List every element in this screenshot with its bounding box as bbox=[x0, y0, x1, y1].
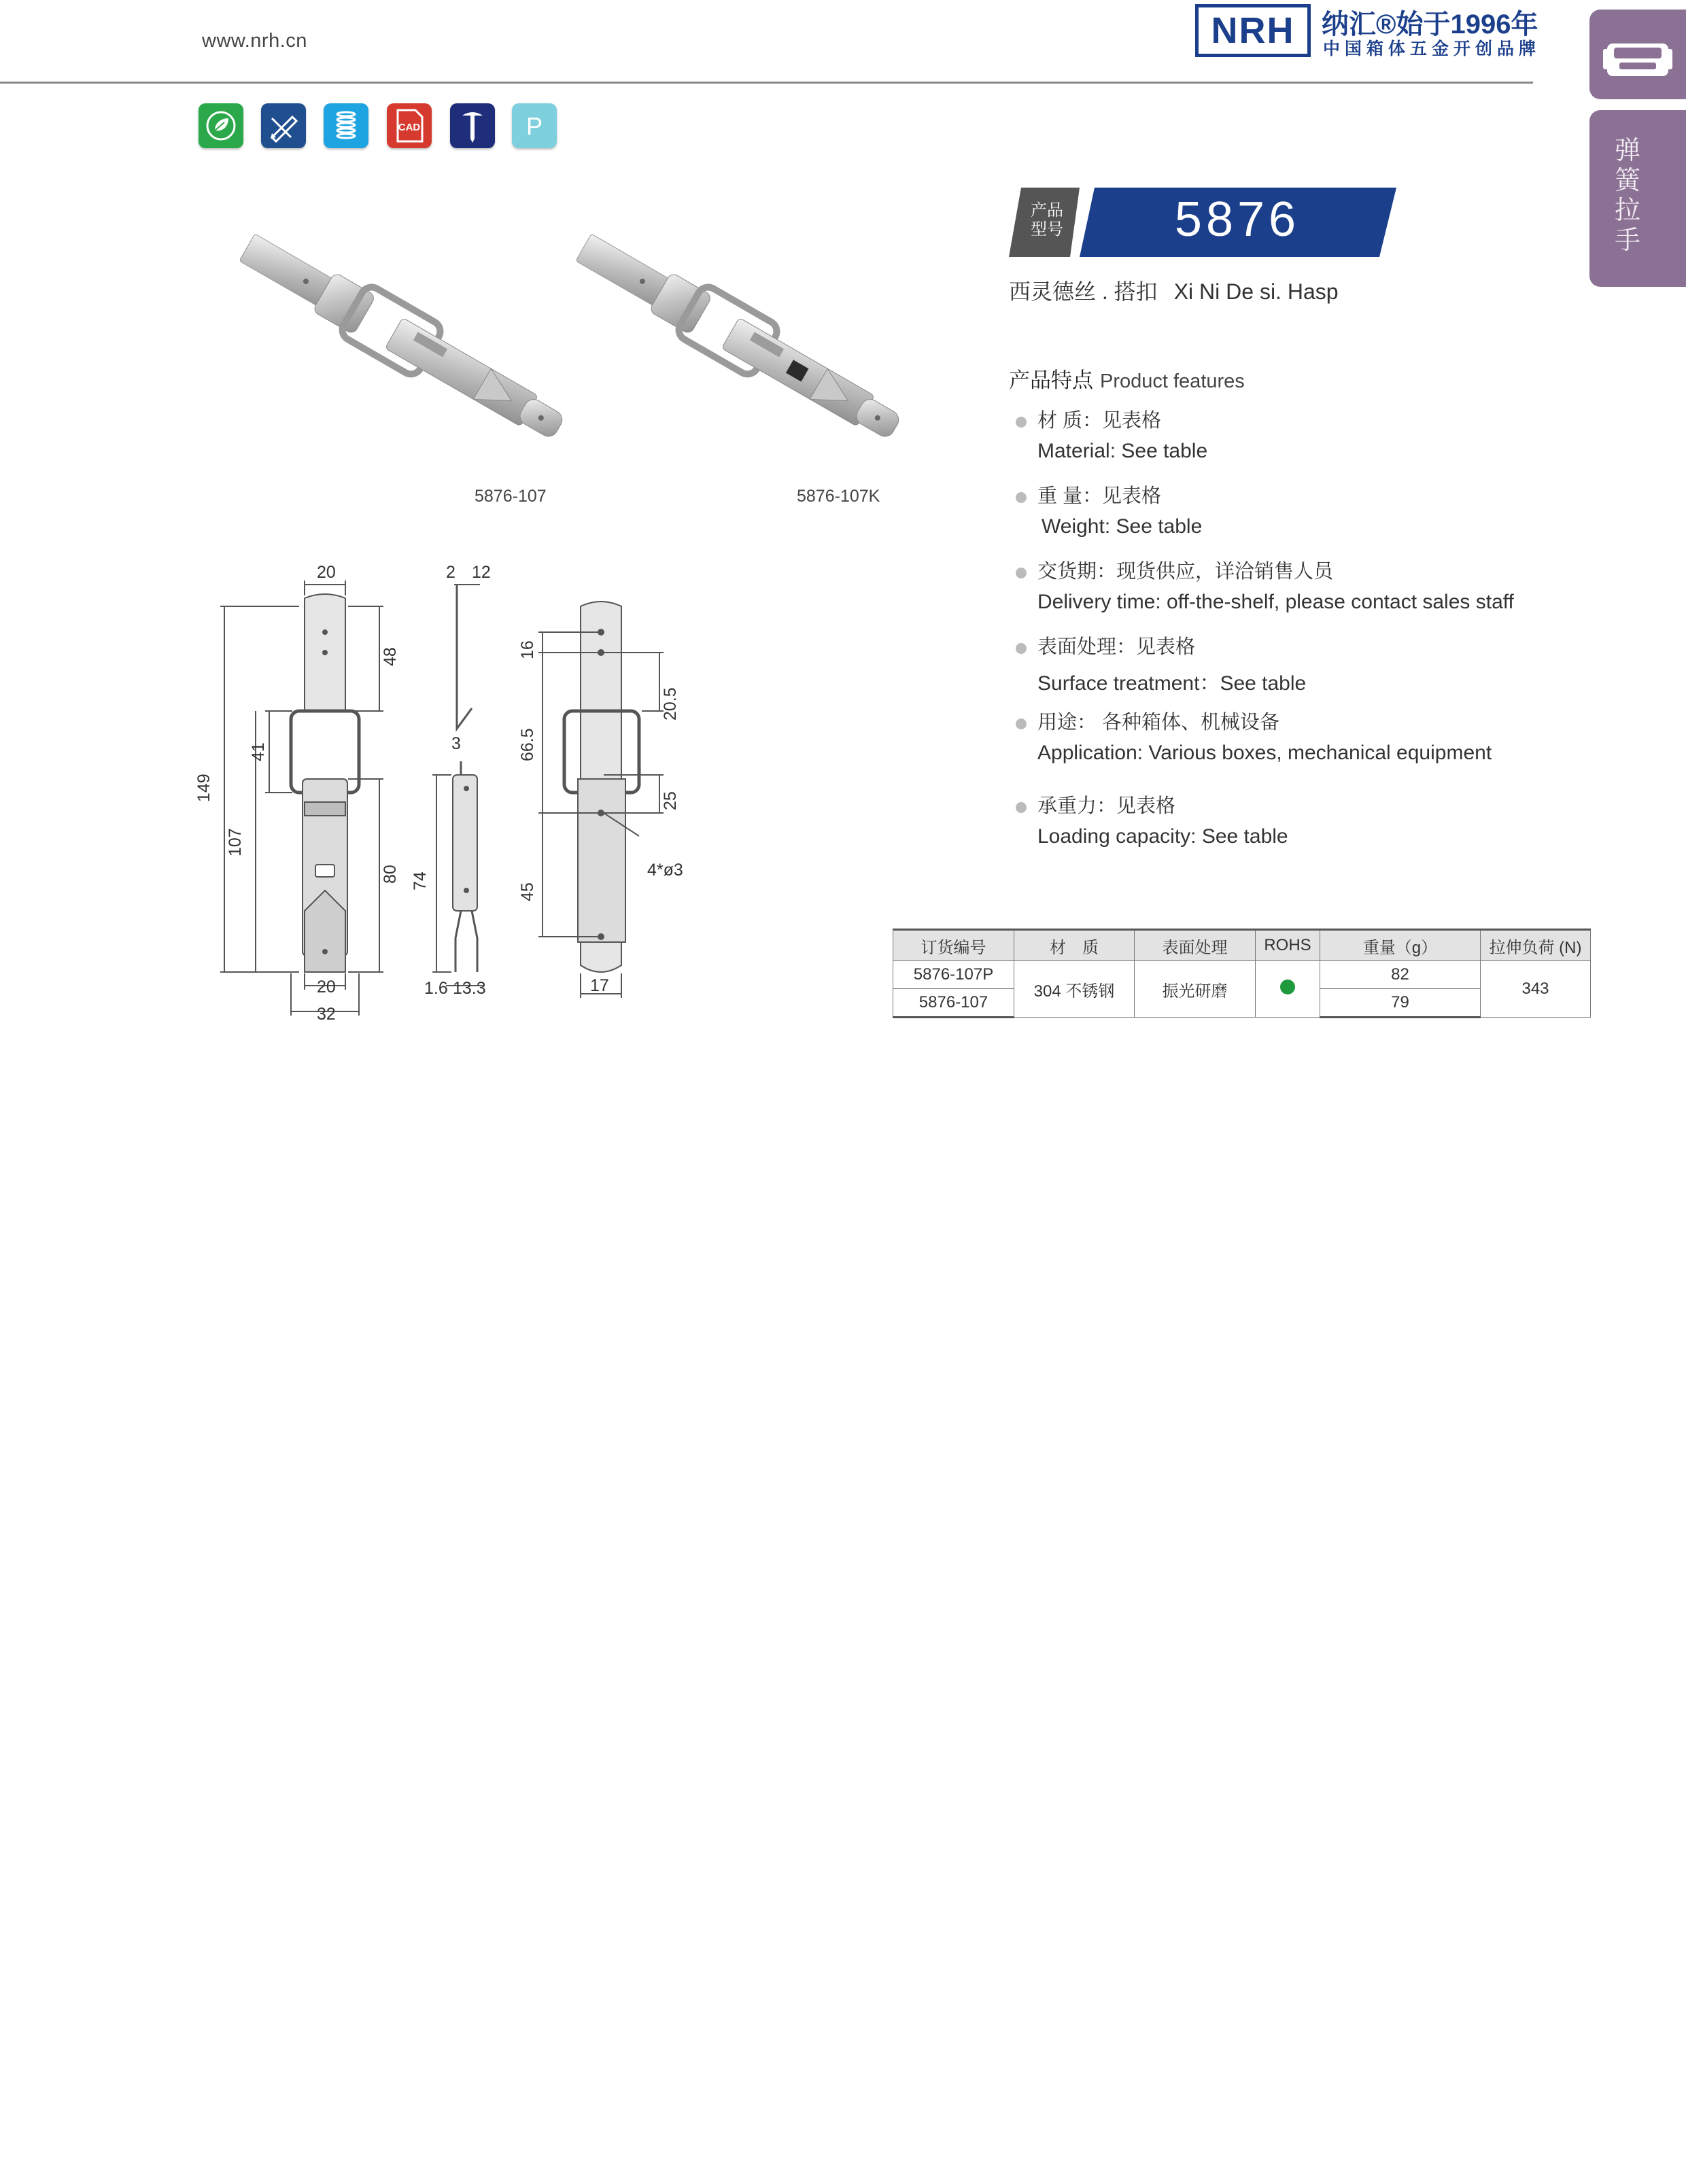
bullet-icon bbox=[1016, 718, 1027, 729]
brand-tagline: 纳汇®始于1996年 bbox=[1322, 10, 1538, 39]
features-title bbox=[1009, 363, 1245, 394]
rohs-cell bbox=[1256, 961, 1320, 1018]
feature-en: Delivery time: off-the-shelf, please contact sales staff bbox=[1037, 591, 1514, 613]
rohs-compliant-icon bbox=[1280, 980, 1295, 994]
svg-text:CAD: CAD bbox=[398, 122, 421, 133]
feature-en: Loading capacity: See table bbox=[1037, 825, 1288, 848]
dim-label: 48 bbox=[381, 647, 400, 666]
dim-label: 2 bbox=[446, 563, 455, 582]
feature-en: Surface treatment：See table bbox=[1037, 672, 1307, 695]
dim-label: 149 bbox=[194, 774, 213, 802]
header-divider bbox=[0, 82, 1533, 84]
p-icon bbox=[512, 103, 557, 148]
weight-cell: 82 bbox=[1320, 961, 1481, 989]
dim-label: 20 bbox=[317, 563, 336, 582]
feature-zh: 材 质：见表格 bbox=[1037, 410, 1162, 432]
dim-label: 17 bbox=[590, 976, 609, 995]
dim-label: 32 bbox=[317, 1005, 336, 1024]
features-title-zh: 产品特点 bbox=[1009, 368, 1093, 392]
dim-label: 41 bbox=[249, 742, 268, 761]
dim-label: 13.3 bbox=[453, 979, 486, 998]
spec-table bbox=[893, 929, 1591, 1018]
dim-label: 3 bbox=[451, 734, 461, 753]
feature-item bbox=[1016, 707, 1492, 765]
bullet-icon bbox=[1016, 643, 1027, 654]
feature-item bbox=[1016, 556, 1514, 614]
feature-en: Application: Various boxes, mechanical equipment bbox=[1037, 742, 1492, 764]
feature-zh: 重 量：见表格 bbox=[1037, 485, 1162, 507]
feature-item bbox=[1016, 481, 1202, 538]
feature-zh: 用途： 各种箱体、机械设备 bbox=[1037, 712, 1280, 733]
col-header: 材 质 bbox=[1014, 930, 1135, 961]
brand-subtagline: 中国箱体五金开创品牌 bbox=[1323, 39, 1541, 58]
table-header-row bbox=[893, 930, 1591, 961]
product-name-en: Xi Ni De si. Hasp bbox=[1173, 279, 1339, 304]
dim-label: 45 bbox=[518, 882, 537, 901]
dim-label: 80 bbox=[381, 865, 400, 884]
feature-en: Weight: See table bbox=[1042, 515, 1203, 538]
feature-zh: 交货期：现货供应，详洽销售人员 bbox=[1037, 561, 1334, 583]
dim-label: 107 bbox=[226, 828, 245, 856]
col-header: 拉伸负荷 (N) bbox=[1481, 930, 1591, 961]
bullet-icon bbox=[1016, 492, 1027, 503]
technical-drawings bbox=[194, 557, 727, 1033]
photo-caption-1: 5876-107 bbox=[475, 487, 547, 506]
dim-label: 20 bbox=[317, 977, 336, 996]
side-tab-label: 弹簧拉手 bbox=[1614, 137, 1640, 255]
weight-cell: 79 bbox=[1320, 989, 1481, 1018]
product-name-zh: 西灵德丝 . 搭扣 bbox=[1009, 279, 1158, 304]
site-url[interactable]: www.nrh.cn bbox=[202, 30, 307, 52]
order-code: 5876-107P bbox=[893, 961, 1014, 989]
cad-icon bbox=[387, 103, 432, 148]
feature-zh: 承重力：见表格 bbox=[1037, 795, 1176, 817]
model-number: 5876 bbox=[1174, 192, 1301, 247]
bullet-icon bbox=[1016, 802, 1027, 813]
col-header: 重量（g） bbox=[1320, 930, 1481, 961]
latch-icon bbox=[1589, 10, 1686, 99]
dim-label: 20.5 bbox=[661, 687, 680, 721]
bullet-icon bbox=[1016, 417, 1027, 428]
eco-leaf-icon bbox=[199, 103, 243, 148]
photo-caption-2: 5876-107K bbox=[797, 487, 880, 506]
rivet-icon bbox=[450, 103, 495, 148]
dim-label: 25 bbox=[661, 791, 680, 810]
dim-label: 1.6 bbox=[424, 979, 448, 998]
model-badge-label: 产品型号 bbox=[1031, 201, 1063, 239]
load-cell: 343 bbox=[1481, 961, 1591, 1018]
dim-label: 4*ø3 bbox=[647, 861, 683, 880]
bullet-icon bbox=[1016, 568, 1027, 578]
feature-en: Material: See table bbox=[1037, 440, 1208, 462]
dim-label: 16 bbox=[518, 640, 537, 659]
feature-zh: 表面处理：见表格 bbox=[1037, 636, 1196, 658]
material-cell: 304 不锈钢 bbox=[1014, 961, 1135, 1018]
spring-icon bbox=[324, 103, 368, 148]
dim-label: 12 bbox=[472, 563, 491, 582]
side-tab-category[interactable] bbox=[1589, 10, 1686, 99]
product-name bbox=[1009, 275, 1339, 306]
col-header: ROHS bbox=[1256, 930, 1320, 961]
product-photo-5876-107 bbox=[207, 204, 588, 476]
svg-text:P: P bbox=[526, 112, 543, 140]
surface-cell: 振光研磨 bbox=[1135, 961, 1256, 1018]
feature-item bbox=[1016, 791, 1288, 848]
dim-label: 74 bbox=[411, 871, 430, 890]
product-photo-5876-107K bbox=[544, 204, 925, 476]
feature-item bbox=[1016, 631, 1306, 696]
feature-item bbox=[1016, 405, 1207, 463]
col-header: 订货编号 bbox=[893, 930, 1014, 961]
nrh-logo: NRH bbox=[1195, 4, 1311, 57]
brand-header bbox=[1195, 3, 1542, 60]
design-tools-icon bbox=[261, 103, 306, 148]
col-header: 表面处理 bbox=[1135, 930, 1256, 961]
features-title-en: Product features bbox=[1100, 370, 1245, 392]
order-code: 5876-107 bbox=[893, 989, 1014, 1018]
dim-label: 66.5 bbox=[518, 728, 537, 761]
table-row bbox=[893, 961, 1591, 989]
